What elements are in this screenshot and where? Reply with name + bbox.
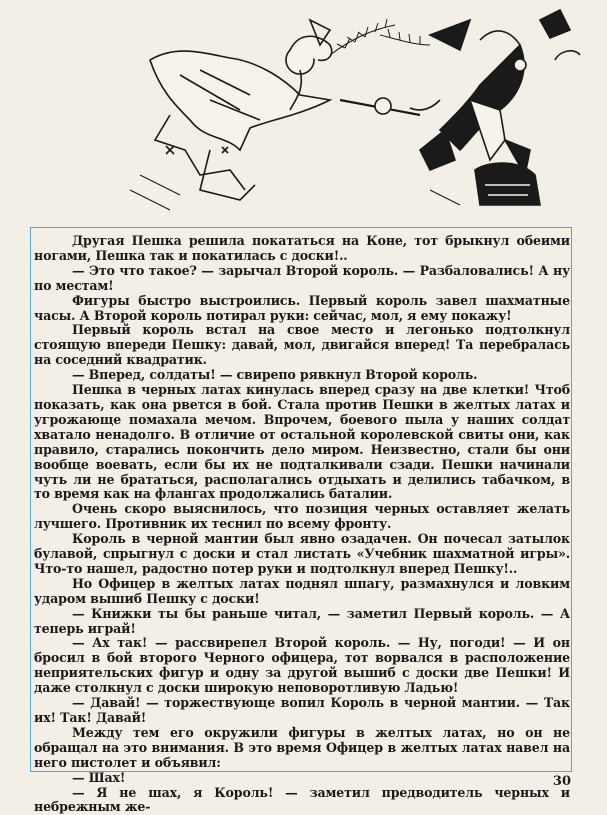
paragraph: — Ах так! — рассвирепел Второй король. — Ну, погоди! — И он бросил в бой второго Черного офицера, тот ворвался в расположение неприятельских фигур и одну за другой вышиб с доски две Пешки! И даже столкнул с доски широкую неповоротливую Ладью!: [34, 635, 570, 696]
paragraph: — Вперед, солдаты! — свирепо рявкнул Второй король.: [72, 367, 478, 383]
black-officer-figure: [410, 10, 580, 205]
paragraph: Фигуры быстро выстроились. Первый король завел шахматные часы. А Второй король потирал руки: сейчас, мол, я ему покажу!: [34, 292, 570, 323]
paragraph: — Шах!: [72, 769, 126, 785]
page-number: 30: [552, 774, 571, 789]
chess-battle-illustration: [0, 0, 607, 230]
paragraph: — Давай! — торжествующе вопил Король в черной мантии. — Так их! Так! Давай!: [34, 695, 570, 725]
black-feather-icon: [380, 29, 430, 45]
paragraph: Между тем его окружили фигуры в желтых латах, но он не обращал на это внимания. В это время Офицер в желтых латах навел на него пистолет и объявил:: [34, 724, 570, 770]
paragraph: Первый король встал на свое место и легонько подтолкнул стоящую впереди Пешку: давай, мол, двигайся вперед! Та перебралась на соседний квадратик.: [34, 322, 570, 368]
paragraph: — Я не шах, я Король! — заметил предводитель черных и небрежным же-: [34, 784, 570, 815]
paragraph: Другая Пешка решила покататься на Коне, тот брыкнул обеими ногами, Пешка так и покатилась с доски!..: [34, 233, 570, 263]
paragraph: — Это что такое? — зарычал Второй король. — Разбаловались! А ну по местам!: [34, 262, 570, 293]
paragraph: Но Офицер в желтых латах поднял шпагу, размахнулся и ловким ударом вышиб Пешку с доски!: [34, 575, 570, 606]
yellow-officer-figure: [150, 20, 420, 200]
motion-lines: [130, 175, 460, 210]
paragraph: Король в черной мантии был явно озадачен. Он почесал затылок булавой, спрыгнул с доски и стал листать «Учебник шахматной игры». Что-то нашел, радостно потер руки и подтолкнул вперед Пешку!..: [34, 531, 570, 576]
paragraph: — Книжки ты бы раньше читал, — заметил Первый король. — А теперь играй!: [34, 605, 570, 636]
story-text: [34, 234, 570, 815]
paragraph: Очень скоро выяснилось, что позиция черных оставляет желать лучшего. Противник их теснил по всему фронту.: [34, 501, 570, 532]
feather-plume-icon: [330, 19, 395, 55]
paragraph: Пешка в черных латах кинулась вперед сразу на две клетки! Чтоб показать, как она рвется в бой. Стала против Пешки в желтых латах и угрожающе помахала мечом. Впрочем, боевого пыла у наших солдат хватало ненадолго. В отличие от остальной королевской свиты они, как правило, старались покончить дело миром. Неизвестно, стали бы они вообще воевать, если бы их не подталкивали сзади. Пешки начинали чуть ли не брататься, располагались отдыхать и делились табачком, в то время как на флангах продолжались баталии.: [34, 382, 570, 502]
